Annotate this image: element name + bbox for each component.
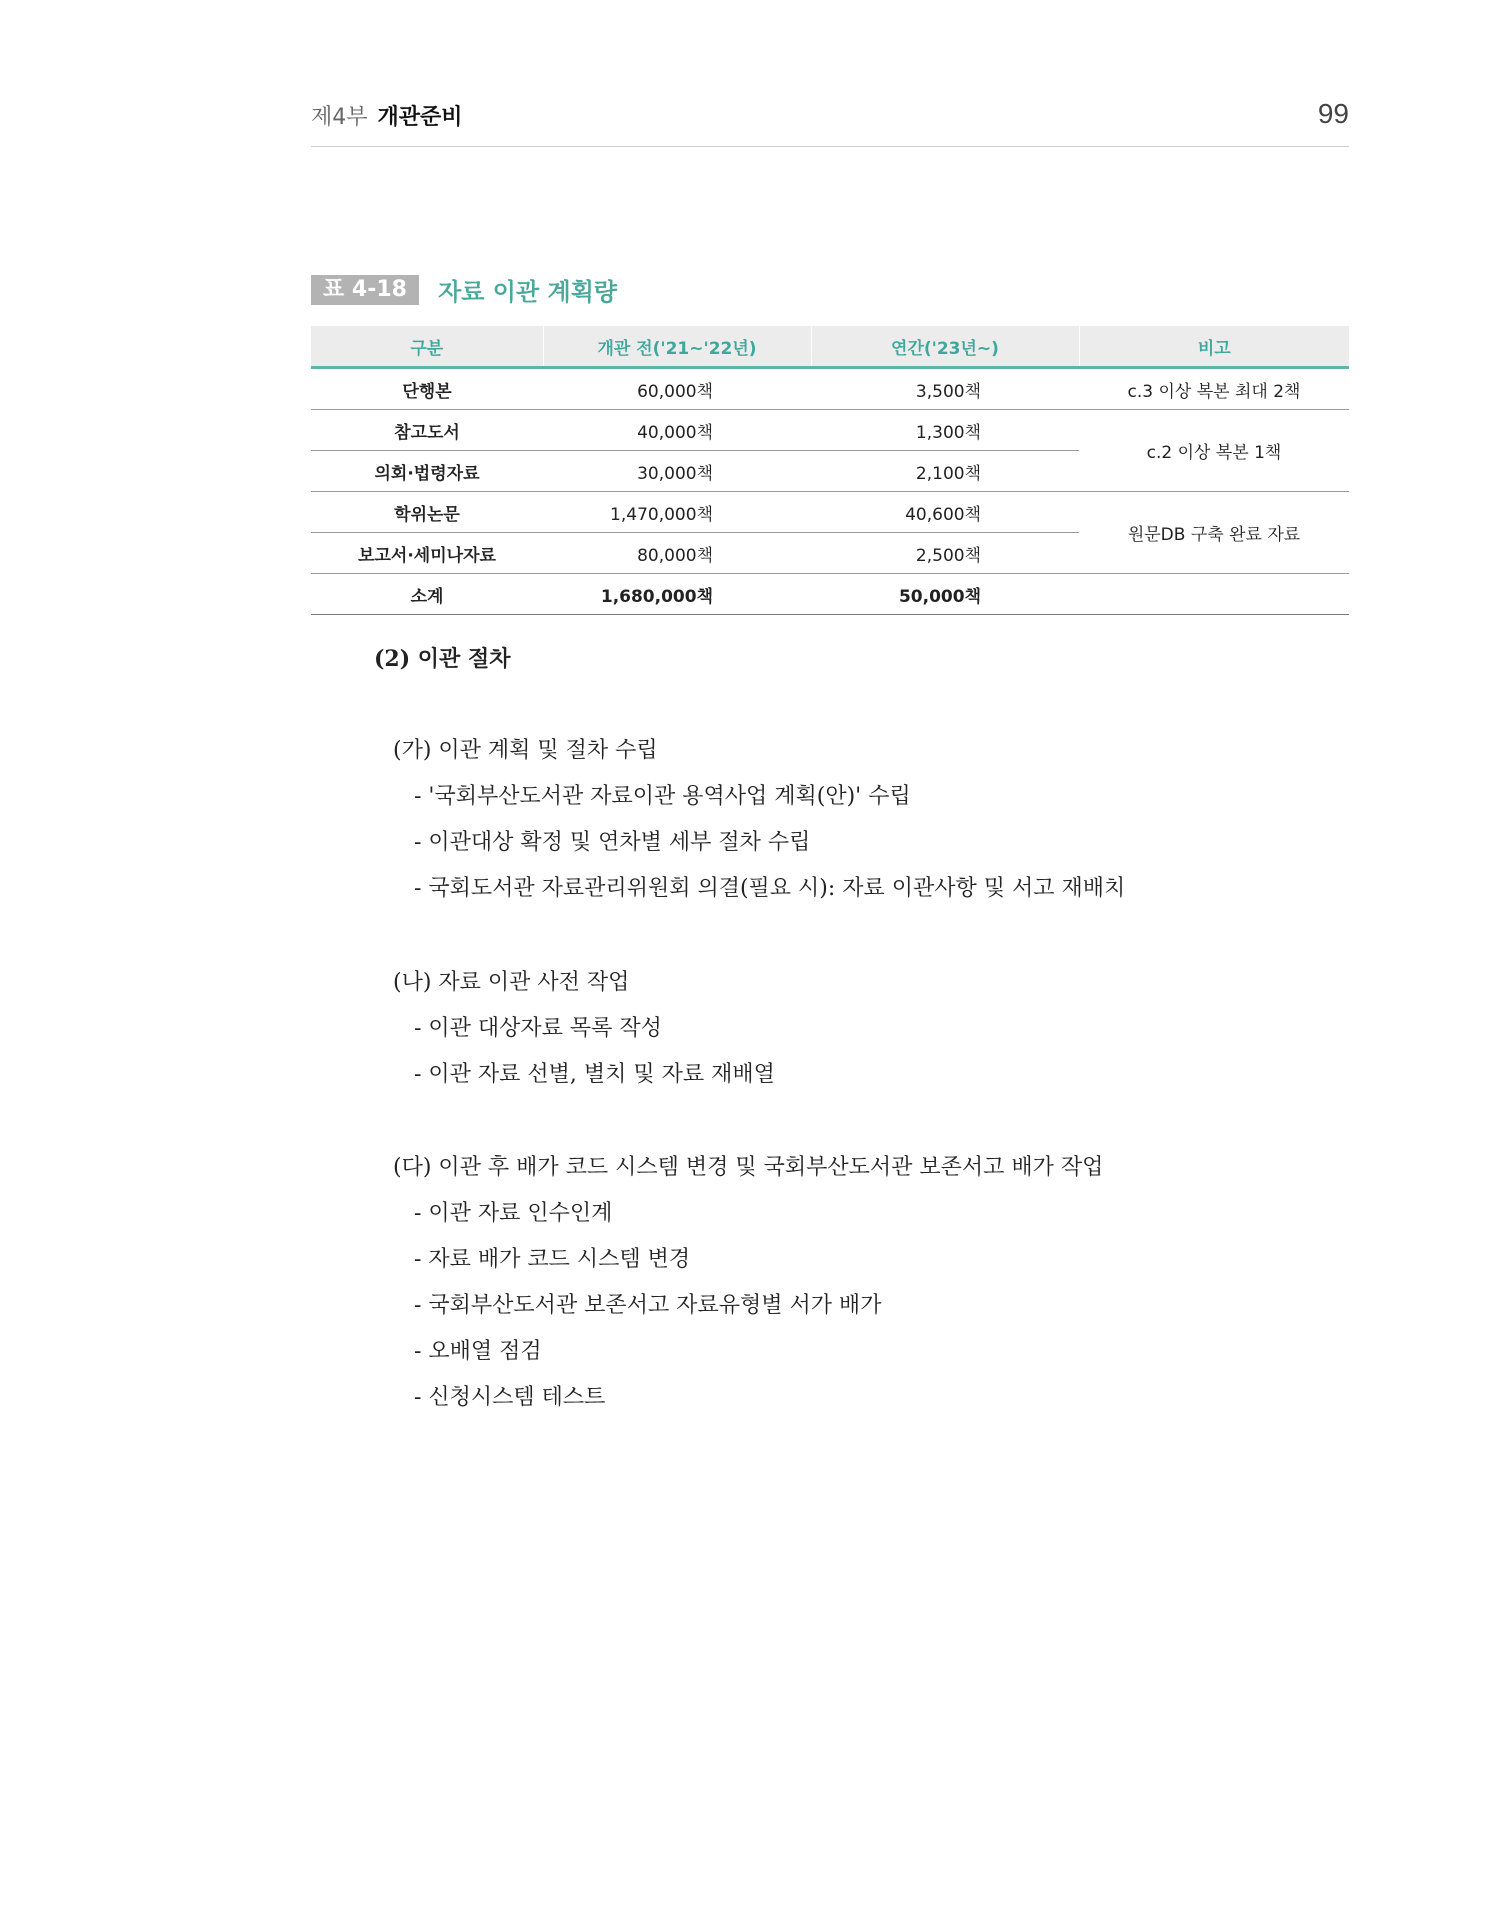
row-note: c.3 이상 복본 최대 2책 [1079, 368, 1349, 410]
transfer-plan-table [311, 326, 1349, 615]
part-title: 개관준비 [377, 105, 463, 130]
total-note [1079, 574, 1349, 615]
row-before-opening: 30,000책 [543, 451, 811, 492]
row-annual: 3,500책 [811, 368, 1079, 410]
row-category: 참고도서 [311, 410, 543, 451]
row-annual: 2,100책 [811, 451, 1079, 492]
row-before-opening: 80,000책 [543, 533, 811, 574]
list-item: - 신청시스템 테스트 [414, 1385, 606, 1410]
total-before-opening: 1,680,000책 [543, 574, 811, 615]
row-annual: 2,500책 [811, 533, 1079, 574]
table-row [311, 368, 1349, 410]
column-header-notes: 비고 [1079, 326, 1349, 368]
group-title: (나) 자료 이관 사전 작업 [393, 970, 630, 995]
list-item: - 국회도서관 자료관리위원회 의결(필요 시): 자료 이관사항 및 서고 재배치 [414, 876, 1126, 901]
page-number: 99 [1317, 98, 1349, 129]
column-header-annual: 연간('23년~) [811, 326, 1079, 368]
group-title: (다) 이관 후 배가 코드 시스템 변경 및 국회부산도서관 보존서고 배가 작업 [393, 1155, 1104, 1180]
running-header [311, 96, 1349, 147]
table-row [311, 492, 1349, 533]
row-before-opening: 1,470,000책 [543, 492, 811, 533]
row-annual: 40,600책 [811, 492, 1079, 533]
row-category: 의회·법령자료 [311, 451, 543, 492]
row-before-opening: 60,000책 [543, 368, 811, 410]
procedure-group-prework [393, 960, 1393, 1098]
table-number: 표 4-18 [311, 275, 419, 305]
list-item: - 이관 자료 인수인계 [414, 1201, 613, 1226]
table-total-row [311, 574, 1349, 615]
row-annual: 1,300책 [811, 410, 1079, 451]
list-item: - 이관 자료 선별, 별치 및 자료 재배열 [414, 1062, 775, 1087]
row-category: 단행본 [311, 368, 543, 410]
list-item: - 국회부산도서관 보존서고 자료유형별 서가 배가 [414, 1293, 882, 1318]
list-item: - 오배열 점검 [414, 1339, 542, 1364]
row-note: c.2 이상 복본 1책 [1079, 410, 1349, 492]
section-title: (2) 이관 절차 [374, 646, 511, 672]
list-item: - 이관 대상자료 목록 작성 [414, 1016, 662, 1041]
column-header-category: 구분 [311, 326, 543, 368]
table-caption [311, 272, 617, 304]
total-label: 소계 [311, 574, 543, 615]
group-title: (가) 이관 계획 및 절차 수립 [393, 738, 658, 763]
row-note: 원문DB 구축 완료 자료 [1079, 492, 1349, 574]
row-before-opening: 40,000책 [543, 410, 811, 451]
procedure-group-plan [393, 728, 1393, 912]
column-header-before-opening: 개관 전('21~'22년) [543, 326, 811, 368]
row-category: 보고서·세미나자료 [311, 533, 543, 574]
list-item: - 이관대상 확정 및 연차별 세부 절차 수립 [414, 830, 811, 855]
total-annual: 50,000책 [811, 574, 1079, 615]
part-number: 제4부 [311, 105, 368, 130]
list-item: - 자료 배가 코드 시스템 변경 [414, 1247, 691, 1272]
table-header-row [311, 326, 1349, 368]
row-category: 학위논문 [311, 492, 543, 533]
table-title: 자료 이관 계획량 [438, 278, 618, 306]
part-label [311, 100, 463, 131]
list-item: - '국회부산도서관 자료이관 용역사업 계획(안)' 수립 [414, 784, 911, 809]
procedure-group-post-transfer [393, 1145, 1393, 1421]
table-row [311, 410, 1349, 451]
